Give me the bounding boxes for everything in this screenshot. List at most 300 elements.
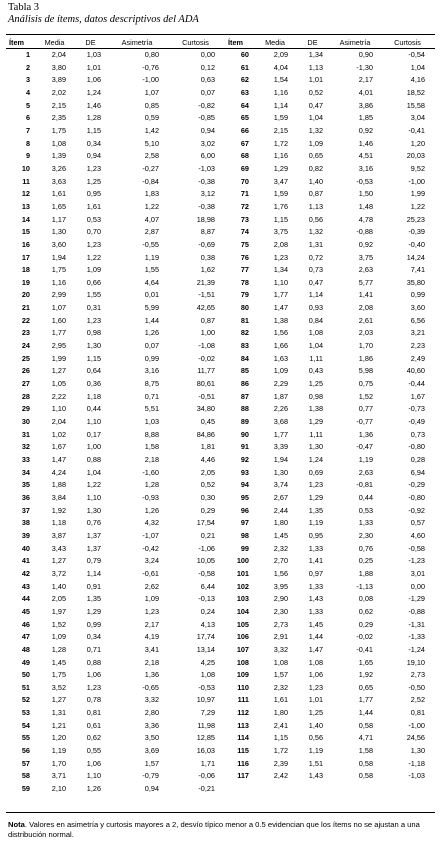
table-cell: 101 — [236, 568, 249, 578]
table-cell: 91 — [240, 442, 249, 452]
table-cell: 0,75 — [358, 379, 373, 389]
table-cell: 5,10 — [144, 138, 159, 148]
table-cell: 1,41 — [358, 290, 373, 300]
table-cell: 3,80 — [51, 62, 66, 72]
table-cell: 5 — [25, 100, 30, 110]
table-cell: 89 — [240, 417, 249, 427]
table-cell: 1,30 — [51, 227, 66, 237]
table-cell: 93 — [240, 467, 249, 477]
table-cell: 33 — [21, 455, 30, 464]
table-cell: 1,92 — [51, 505, 66, 515]
table-cell: 3,32 — [273, 644, 288, 654]
table-row — [6, 214, 435, 227]
table-cell: 67 — [240, 138, 249, 148]
header-sd: DE — [85, 38, 96, 47]
table-cell: 12 — [21, 189, 30, 199]
table-cell: 10,97 — [196, 695, 215, 705]
table-cell: 44 — [21, 594, 30, 604]
table-cell: -0,81 — [356, 480, 373, 490]
table-cell: 2,30 — [273, 606, 288, 616]
table-cell: 1,29 — [308, 492, 323, 502]
table-cell: 3,60 — [410, 303, 425, 313]
table-cell: 3,50 — [144, 733, 159, 743]
table-cell: 13 — [21, 201, 30, 211]
table-cell: 3,16 — [144, 366, 159, 376]
table-cell: 74 — [240, 227, 249, 237]
table-cell: -0,93 — [142, 492, 159, 502]
table-cell: 0,28 — [410, 455, 425, 464]
table-cell: 1,71 — [200, 758, 215, 768]
table-cell: 4,78 — [358, 214, 373, 224]
table-cell: 0,92 — [358, 239, 373, 249]
table-cell: -0,77 — [356, 417, 373, 427]
table-cell: -0,88 — [356, 227, 373, 237]
table-cell: 108 — [236, 657, 249, 667]
table-cell: -0,38 — [198, 201, 215, 211]
table-cell: 1,59 — [273, 113, 288, 123]
table-cell: 1,16 — [273, 87, 288, 97]
table-row — [6, 49, 435, 62]
table-cell: 2,61 — [358, 315, 373, 325]
table-cell: 1,31 — [51, 708, 66, 718]
table-cell: 80 — [240, 303, 249, 313]
table-cell: 0,71 — [144, 391, 159, 401]
bottom-rule — [6, 812, 435, 813]
table-cell: 4,19 — [144, 632, 159, 642]
table-cell: 40,60 — [406, 366, 425, 376]
table-cell: 2,17 — [144, 619, 159, 629]
note-label: Nota — [8, 820, 25, 829]
table-cell: -0,40 — [408, 239, 425, 249]
table-cell: 1,72 — [273, 138, 288, 148]
table-cell: 2,04 — [51, 417, 66, 427]
table-cell: 2,42 — [273, 771, 288, 781]
table-cell: 2,58 — [144, 151, 159, 161]
table-cell: 1,04 — [308, 341, 323, 351]
table-row — [6, 226, 435, 239]
table-row — [6, 758, 435, 771]
table-cell: 0,45 — [200, 417, 215, 427]
table-cell: 39 — [21, 530, 30, 540]
table-cell: 1,36 — [358, 429, 373, 439]
table-cell: 34,80 — [196, 404, 215, 414]
table-row — [6, 416, 435, 429]
table-cell: 0,71 — [86, 644, 101, 654]
table-cell: 1,38 — [273, 315, 288, 325]
table-cell: 0,84 — [308, 315, 323, 325]
table-cell: 3,12 — [200, 189, 215, 199]
table-cell: 1,40 — [308, 176, 323, 186]
table-row — [6, 365, 435, 378]
table-cell: 36 — [21, 492, 30, 502]
table-cell: 2,18 — [144, 455, 159, 464]
table-cell: 17 — [21, 252, 30, 262]
table-cell: 1,40 — [308, 720, 323, 730]
table-cell: 3,01 — [410, 568, 425, 578]
table-cell: 50 — [21, 670, 30, 680]
table-cell: 1,58 — [144, 442, 159, 452]
table-cell: 2,44 — [273, 505, 288, 515]
table-cell: -0,38 — [198, 176, 215, 186]
table-cell: 0,43 — [308, 366, 323, 376]
table-cell: 2,32 — [273, 543, 288, 553]
table-cell: 1,09 — [86, 265, 101, 275]
table-cell: 3,86 — [358, 100, 373, 110]
table-cell: 10 — [21, 163, 30, 173]
table-cell: 5,51 — [144, 404, 159, 414]
table-cell: 3,36 — [144, 720, 159, 730]
table-cell: 1,08 — [308, 657, 323, 667]
table-cell: 98 — [240, 530, 249, 540]
table-cell: 1,03 — [86, 50, 101, 59]
table-cell: 4,51 — [358, 151, 373, 161]
table-cell: 1,52 — [358, 391, 373, 401]
table-cell: 37 — [21, 505, 30, 515]
table-cell: 1,20 — [410, 138, 425, 148]
table-cell: 2,87 — [144, 227, 159, 237]
table-cell: 3,02 — [200, 138, 215, 148]
table-number: Tabla 3 — [8, 2, 40, 13]
table-cell: 1,27 — [51, 695, 66, 705]
table-cell: 3,04 — [410, 113, 425, 123]
table-cell: 3,75 — [358, 252, 373, 262]
table-cell: 1,80 — [273, 518, 288, 528]
table-cell: 61 — [240, 62, 249, 72]
table-cell: 0,73 — [308, 265, 323, 275]
table-cell: 102 — [236, 581, 249, 591]
table-cell: 16,03 — [196, 746, 215, 756]
table-cell: 45 — [21, 606, 30, 616]
header-kurtosis: Curtosis — [182, 38, 209, 47]
table-cell: 2,73 — [273, 619, 288, 629]
table-cell: 87 — [240, 391, 249, 401]
table-row — [6, 429, 435, 442]
table-cell: 0,01 — [144, 290, 159, 300]
table-cell: 1,47 — [308, 644, 323, 654]
table-cell: 2,05 — [200, 467, 215, 477]
table-cell: 1,11 — [309, 353, 323, 363]
table-cell: 16 — [21, 239, 30, 249]
table-cell: 19,10 — [406, 657, 425, 667]
table-cell: 1,08 — [200, 670, 215, 680]
table-cell: 0,91 — [86, 581, 101, 591]
table-cell: 13,14 — [196, 644, 215, 654]
table-cell: -0,54 — [408, 50, 425, 59]
table-cell: 52 — [21, 695, 30, 705]
table-cell: 1,10 — [86, 771, 101, 781]
table-cell: 72 — [240, 201, 249, 211]
table-cell: 1,46 — [86, 100, 101, 110]
table-cell: 0,99 — [86, 619, 101, 629]
table-cell: 1,92 — [358, 670, 373, 680]
table-cell: -0,80 — [408, 442, 425, 452]
table-cell: 0,87 — [200, 315, 215, 325]
table-cell: 84 — [240, 353, 249, 363]
table-row — [6, 112, 435, 125]
table-cell: -0,55 — [142, 239, 159, 249]
table-cell: 2,22 — [51, 391, 66, 401]
table-cell: 0,80 — [144, 50, 159, 59]
table-cell: 1,45 — [308, 619, 323, 629]
table-cell: 0,98 — [86, 328, 101, 338]
table-cell: 0,62 — [86, 733, 101, 743]
table-cell: 1,08 — [51, 138, 66, 148]
table-cell: 1,54 — [273, 75, 288, 85]
table-cell: 0,47 — [308, 100, 323, 110]
table-cell: 49 — [21, 657, 30, 667]
table-row — [6, 657, 435, 670]
table-cell: 81 — [240, 315, 249, 325]
table-cell: 15 — [21, 227, 30, 237]
table-cell: 1,23 — [273, 252, 288, 262]
table-cell: -0,41 — [408, 125, 425, 135]
table-cell: 14 — [21, 214, 30, 224]
table-cell: 1,38 — [308, 404, 323, 414]
table-cell: 2,90 — [273, 594, 288, 604]
table-cell: 112 — [237, 708, 249, 718]
table-cell: 24,56 — [406, 733, 425, 743]
table-cell: 0,36 — [86, 379, 101, 389]
table-cell: 1,23 — [86, 315, 101, 325]
table-cell: 3,63 — [51, 176, 66, 186]
table-row — [6, 87, 435, 100]
table-cell: 1,83 — [144, 189, 159, 199]
table-cell: -0,80 — [408, 492, 425, 502]
table-row — [6, 289, 435, 302]
table-cell: 0,34 — [86, 138, 101, 148]
table-cell: 0,77 — [358, 404, 373, 414]
table-cell: 76 — [240, 252, 249, 262]
table-cell: -0,50 — [408, 682, 425, 692]
table-cell: 0,65 — [358, 682, 373, 692]
table-cell: 1,77 — [358, 695, 373, 705]
table-cell: 1,75 — [51, 265, 66, 275]
table-cell: 3,26 — [51, 163, 66, 173]
table-cell: 1,99 — [51, 353, 66, 363]
table-cell: 1,27 — [51, 556, 66, 566]
table-row — [6, 264, 435, 277]
table-cell: 1,94 — [51, 252, 66, 262]
table-cell: 21 — [21, 303, 30, 313]
table-cell: 1,18 — [51, 518, 66, 528]
table-cell: 3,39 — [273, 442, 288, 452]
table-cell: 11,98 — [197, 720, 215, 730]
table-cell: 1,61 — [51, 189, 66, 199]
table-cell: 1,76 — [273, 201, 288, 211]
table-cell: 3,21 — [410, 328, 425, 338]
table-cell: 105 — [236, 619, 249, 629]
table-cell: 1,99 — [410, 189, 425, 199]
table-cell: 1,59 — [273, 189, 288, 199]
table-cell: 0,07 — [144, 341, 159, 351]
table-cell: 1,09 — [144, 594, 159, 604]
table-row — [6, 201, 435, 214]
table-cell: 0,97 — [308, 568, 323, 578]
table-cell: 0,98 — [308, 391, 323, 401]
table-cell: 66 — [240, 125, 249, 135]
table-cell: 0,59 — [144, 113, 159, 123]
table-cell: 1,23 — [86, 163, 101, 173]
table-cell: 0,88 — [86, 455, 101, 464]
table-cell: -0,73 — [408, 404, 425, 414]
table-cell: 2,39 — [273, 758, 288, 768]
table-cell: 4,13 — [200, 619, 215, 629]
table-cell: 1,77 — [273, 290, 288, 300]
table-cell: 2,09 — [273, 50, 288, 59]
table-row — [6, 125, 435, 138]
table-cell: 0,82 — [308, 163, 323, 173]
descriptive-table — [6, 36, 435, 796]
table-cell: -0,84 — [142, 176, 159, 186]
table-cell: 1,23 — [86, 682, 101, 692]
table-cell: 1,23 — [86, 239, 101, 249]
table-cell: 1,18 — [86, 391, 101, 401]
table-cell: 1,19 — [308, 746, 323, 756]
table-cell: 1,22 — [144, 201, 159, 211]
table-row — [6, 530, 435, 543]
top-rule — [6, 34, 435, 35]
table-cell: 0,95 — [308, 530, 323, 540]
table-cell: 18 — [21, 265, 30, 275]
table-row — [6, 252, 435, 265]
table-cell: 43 — [21, 581, 30, 591]
table-cell: 2,23 — [410, 341, 425, 351]
table-cell: 18,98 — [196, 214, 215, 224]
table-cell: 77 — [240, 265, 249, 275]
table-cell: 6,00 — [200, 151, 215, 161]
table-cell: -0,58 — [198, 568, 215, 578]
table-cell: 2,18 — [144, 657, 159, 667]
table-cell: 1,34 — [308, 50, 323, 59]
table-cell: 25 — [21, 353, 30, 363]
table-cell: 2,03 — [358, 328, 373, 338]
table-cell: 1,01 — [308, 695, 323, 705]
table-cell: 1,43 — [308, 771, 323, 781]
table-cell: 1,11 — [309, 429, 323, 439]
table-cell: 1,33 — [358, 518, 373, 528]
table-cell: 7,41 — [410, 265, 425, 275]
table-cell: 2,67 — [273, 492, 288, 502]
table-cell: 1,29 — [273, 163, 288, 173]
table-cell: 1,06 — [86, 758, 101, 768]
table-cell: 0,81 — [410, 708, 425, 718]
table-row — [6, 732, 435, 745]
table-cell: 1,16 — [51, 277, 66, 287]
table-cell: 54 — [21, 720, 30, 730]
table-cell: -0,44 — [408, 379, 425, 389]
table-cell: 4,24 — [51, 467, 66, 477]
table-cell: -0,85 — [198, 113, 215, 123]
table-cell: 56 — [21, 746, 30, 756]
table-cell: 1,19 — [308, 518, 323, 528]
table-cell: 1,56 — [273, 568, 288, 578]
table-cell: 2,91 — [273, 632, 288, 642]
table-cell: 1,22 — [410, 201, 425, 211]
table-cell: 42 — [21, 568, 30, 578]
table-cell: 1,51 — [308, 758, 323, 768]
table-cell: 3,43 — [51, 543, 66, 553]
table-cell: 1,35 — [86, 594, 101, 604]
table-cell: 1,23 — [308, 682, 323, 692]
table-cell: 0,07 — [200, 87, 215, 97]
table-row — [6, 441, 435, 454]
table-cell: 2 — [25, 62, 30, 72]
table-cell: 1,65 — [51, 201, 66, 211]
table-cell: 82 — [240, 328, 249, 338]
table-cell: 0,55 — [86, 746, 101, 756]
table-cell: 1,16 — [273, 151, 288, 161]
table-cell — [225, 783, 255, 796]
table-cell: -1,08 — [198, 341, 215, 351]
table-cell: 1,09 — [51, 632, 66, 642]
table-cell: -0,29 — [408, 480, 425, 490]
table-cell: 1,27 — [51, 366, 66, 376]
table-cell: 1,44 — [358, 708, 373, 718]
table-cell: -0,39 — [408, 227, 425, 237]
table-row — [6, 568, 435, 581]
table-row — [6, 150, 435, 163]
table-cell: 60 — [240, 50, 249, 59]
table-cell: 1,10 — [86, 417, 101, 427]
table-cell: 0,76 — [86, 518, 101, 528]
table-cell: 1,10 — [51, 404, 66, 414]
table-cell: 1,55 — [86, 290, 101, 300]
header-sd: DE — [307, 38, 318, 47]
table-cell: -0,61 — [142, 568, 159, 578]
table-cell — [255, 783, 295, 796]
table-cell: 1,10 — [86, 492, 101, 502]
table-cell: 2,80 — [144, 708, 159, 718]
table-cell: 0,29 — [358, 619, 373, 629]
table-cell: 6 — [25, 113, 30, 123]
table-cell: 0,69 — [308, 467, 323, 477]
table-cell: 113 — [237, 720, 249, 730]
table-cell: 1,14 — [86, 568, 101, 578]
table-cell: 1,48 — [358, 201, 373, 211]
table-cell: 26 — [21, 366, 30, 376]
table-cell: 1,29 — [308, 417, 323, 427]
table-cell: 1,88 — [358, 568, 373, 578]
table-cell: 100 — [236, 556, 249, 566]
table-cell: 1,17 — [51, 214, 66, 224]
table-cell: -0,41 — [356, 644, 373, 654]
table-row — [6, 188, 435, 201]
table-cell: -0,42 — [142, 543, 159, 553]
table-cell: 1,39 — [51, 151, 66, 161]
table-cell: 2,52 — [410, 695, 425, 705]
table-row — [6, 593, 435, 606]
table-cell: 1,15 — [273, 214, 288, 224]
table-cell: 1,06 — [86, 670, 101, 680]
table-cell: 1,75 — [51, 670, 66, 680]
table-cell: 1,15 — [86, 353, 101, 363]
table-cell: 1,00 — [86, 442, 101, 452]
table-cell: 1,85 — [358, 113, 373, 123]
table-row — [6, 74, 435, 87]
table-row — [6, 62, 435, 75]
table-cell: 1,32 — [308, 227, 323, 237]
table-cell: 111 — [237, 695, 249, 705]
table-row — [6, 353, 435, 366]
table-cell — [380, 783, 435, 796]
table-note — [8, 820, 434, 840]
table-cell: 3,32 — [144, 695, 159, 705]
table-cell: 99 — [240, 543, 249, 553]
table-row — [6, 327, 435, 340]
table-cell: 4,71 — [358, 733, 373, 743]
table-cell: 1,55 — [144, 265, 159, 275]
table-cell: 0,93 — [308, 303, 323, 313]
